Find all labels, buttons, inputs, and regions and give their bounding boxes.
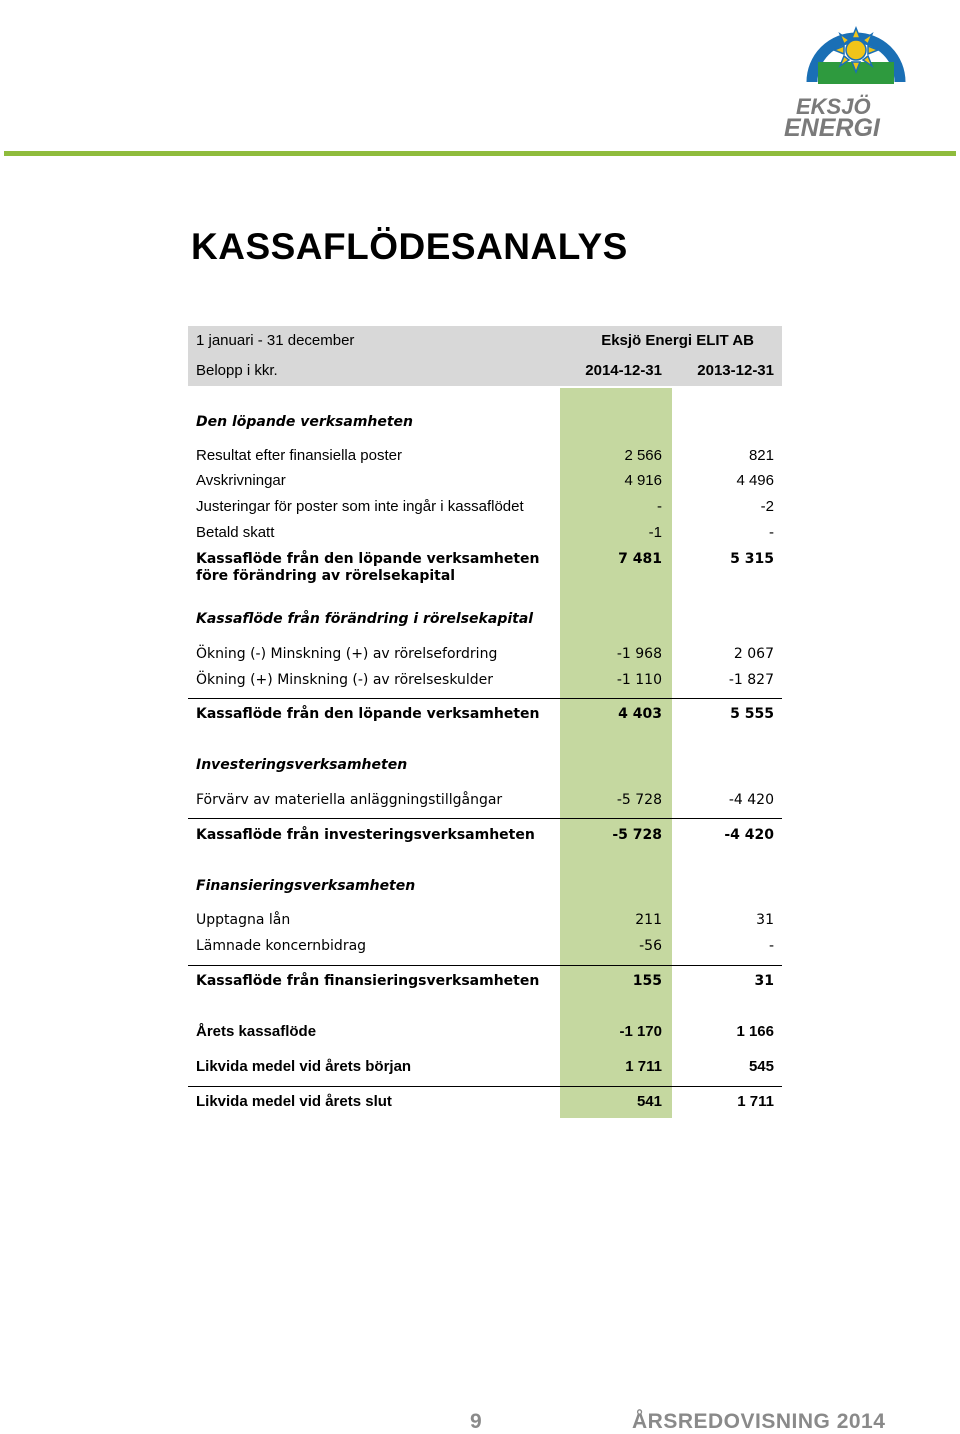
value-2014: 2 566 — [624, 447, 662, 464]
value-2014: 4 403 — [618, 706, 662, 722]
row-label: Resultat efter finansiella poster — [196, 447, 402, 464]
svg-text:ENERGI: ENERGI — [784, 114, 880, 140]
table-row — [196, 496, 774, 518]
row-label: Avskrivningar — [196, 472, 286, 489]
section-title: Kassaflöde från förändring i rörelsekapital — [196, 611, 534, 627]
table-row — [196, 935, 774, 957]
total-row — [196, 970, 774, 992]
section-heading-financing — [196, 875, 774, 897]
row-label: Lämnade koncernbidrag — [196, 938, 367, 954]
value-2014: -5 728 — [616, 792, 662, 808]
total-row — [196, 824, 774, 846]
eksjo-energi-logo — [778, 2, 928, 140]
table-header-row-2 — [196, 360, 774, 382]
value-2013: 5 315 — [730, 551, 774, 567]
value-2013: - — [768, 938, 774, 954]
subtotal-row — [196, 551, 774, 591]
table-row — [196, 909, 774, 931]
table-row — [196, 522, 774, 544]
value-2013: 1 166 — [736, 1023, 774, 1040]
value-2014: -1 170 — [619, 1023, 662, 1040]
column-header-2013: 2013-12-31 — [697, 362, 774, 379]
table-row — [196, 643, 774, 665]
value-2014: 4 916 — [624, 472, 662, 489]
value-2014: -5 728 — [612, 827, 662, 843]
value-2013: 5 555 — [730, 706, 774, 722]
value-2014: 211 — [635, 912, 662, 928]
page-number: 9 — [470, 1410, 482, 1433]
value-2014: 155 — [632, 973, 662, 989]
value-2014: - — [657, 498, 662, 515]
table-row — [196, 789, 774, 811]
section-title: Investeringsverksamheten — [196, 757, 408, 773]
page-title: KASSAFLÖDESANALYS — [191, 226, 628, 267]
value-2013: -2 — [760, 498, 774, 515]
value-2013: 2 067 — [733, 646, 774, 662]
row-label: Justeringar för poster som inte ingår i kassaflödet — [196, 498, 524, 515]
value-2013: 545 — [748, 1058, 774, 1075]
row-label: Betald skatt — [196, 524, 275, 541]
row-label: Likvida medel vid årets början — [196, 1058, 412, 1075]
summary-row — [196, 1021, 774, 1043]
table-row — [196, 470, 774, 492]
divider — [188, 1086, 782, 1087]
value-2014: -1 — [648, 524, 662, 541]
row-label: Ökning (+) Minskning (-) av rörelseskulder — [196, 672, 494, 688]
value-2014: -1 968 — [616, 646, 662, 662]
header-rule — [4, 151, 956, 156]
row-label: Upptagna lån — [196, 912, 291, 928]
svg-text:EKSJÖ: EKSJÖ — [796, 94, 871, 119]
company-name: Eksjö Energi ELIT AB — [601, 332, 754, 349]
value-2013: -4 420 — [724, 827, 774, 843]
section-title: Finansieringsverksamheten — [196, 878, 416, 894]
table-row — [196, 445, 774, 467]
section-heading-working-capital — [196, 608, 774, 630]
row-label: Likvida medel vid årets slut — [196, 1093, 392, 1110]
row-label: Förvärv av materiella anläggningstillgångar — [196, 792, 503, 808]
value-2014: 1 711 — [625, 1058, 662, 1075]
row-label: Årets kassaflöde — [196, 1023, 317, 1040]
value-2013: 31 — [756, 912, 774, 928]
total-row — [196, 703, 774, 725]
value-2014: 7 481 — [618, 551, 662, 567]
unit-label: Belopp i kkr. — [196, 362, 278, 379]
value-2013: 4 496 — [736, 472, 774, 489]
row-label: Kassaflöde från finansieringsverksamheten — [196, 973, 540, 989]
section-title: Den löpande verksamheten — [196, 414, 414, 430]
row-label-line1: Kassaflöde från den löpande verksamheten — [196, 551, 540, 567]
value-2014: 541 — [636, 1093, 662, 1110]
value-2013: -4 420 — [728, 792, 774, 808]
section-heading-investing — [196, 754, 774, 776]
value-2013: 1 711 — [737, 1093, 774, 1110]
footer-title: ÅRSREDOVISNING 2014 — [632, 1410, 886, 1433]
divider — [188, 698, 782, 699]
column-header-2014: 2014-12-31 — [585, 362, 662, 379]
value-2014: -1 110 — [616, 672, 662, 688]
section-heading-operating — [196, 411, 774, 433]
value-2014: -56 — [639, 938, 662, 954]
row-label: Kassaflöde från den löpande verksamheten — [196, 706, 540, 722]
row-label-line2: före förändring av rörelsekapital — [196, 568, 456, 584]
value-2013: 31 — [754, 973, 774, 989]
value-2013: -1 827 — [728, 672, 774, 688]
table-header-row-1 — [196, 330, 774, 352]
value-2013: - — [769, 524, 774, 541]
row-label: Kassaflöde från investeringsverksamheten — [196, 827, 535, 843]
period-label: 1 januari - 31 december — [196, 332, 355, 349]
divider — [188, 965, 782, 966]
divider — [188, 818, 782, 819]
value-2013: 821 — [748, 447, 774, 464]
summary-row — [196, 1056, 774, 1078]
summary-row — [196, 1091, 774, 1113]
row-label: Ökning (-) Minskning (+) av rörelsefordring — [196, 646, 498, 662]
table-row — [196, 669, 774, 691]
